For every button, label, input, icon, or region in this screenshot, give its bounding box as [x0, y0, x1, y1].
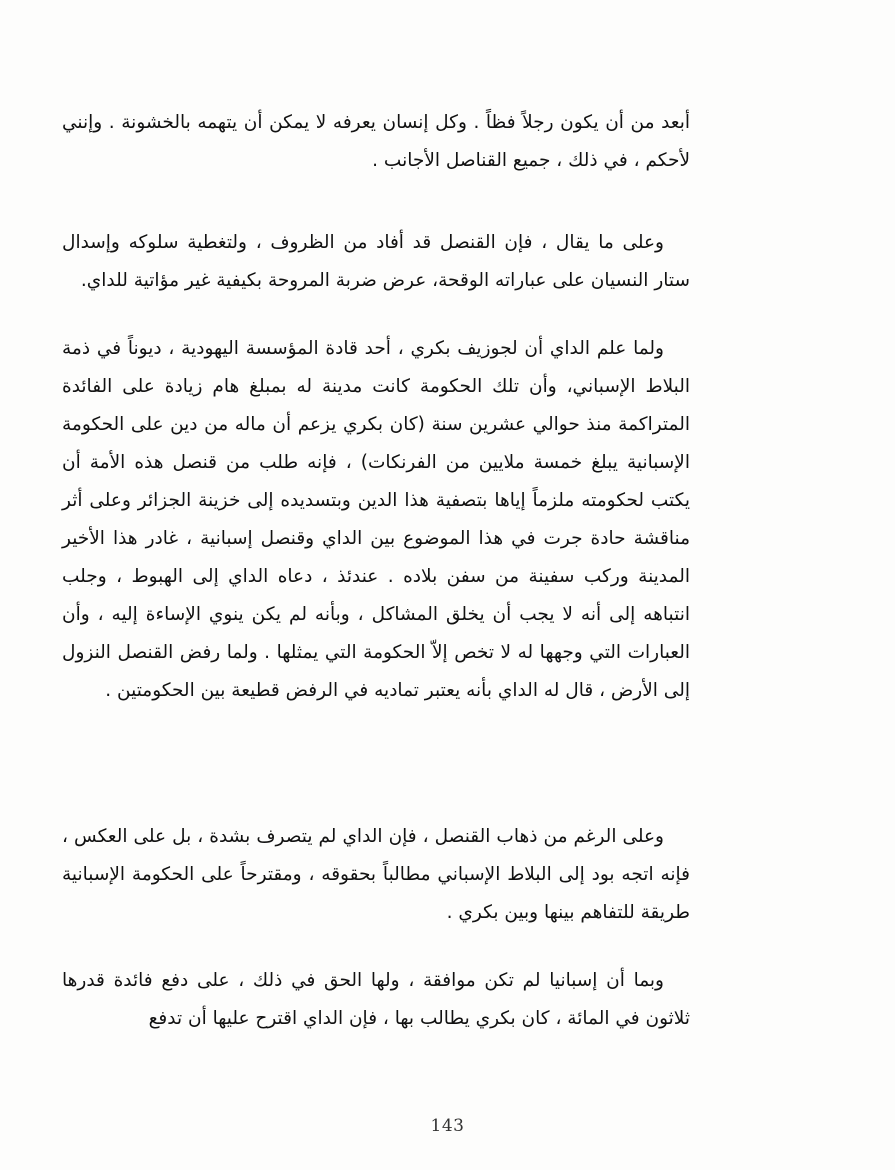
page-number: 143 [430, 1116, 465, 1136]
paragraph-2-text: وعلى ما يقال ، فإن القنصل قد أفاد من الظروف ، ولتغطية سلوكه وإسدال ستار النسيان على عباراته الوقحة، عرض ضربة المروحة بكيفية غير مؤاتية للداي. [62, 232, 690, 291]
paragraph-4-text: وعلى الرغم من ذهاب القنصل ، فإن الداي لم يتصرف بشدة ، بل على العكس ، فإنه اتجه بود إلى البلاط الإسباني مطالباً بحقوقه ، ومقترحاً على الحكومة الإسبانية طريقة للتفاهم بينها وبين بكري . [62, 826, 690, 923]
paragraph-1-text: أبعد من أن يكون رجلاً فظاً . وكل إنسان يعرفه لا يمكن أن يتهمه بالخشونة . وإنني لأحكم ، في ذلك ، جميع القناصل الأجانب . [62, 112, 690, 171]
paragraph-5 [62, 962, 690, 1038]
paragraph-5-text: وبما أن إسبانيا لم تكن موافقة ، ولها الحق في ذلك ، على دفع فائدة قدرها ثلاثون في المائة ، كان بكري يطالب بها ، فإن الداي اقترح عليها أن تدفع [62, 970, 690, 1029]
paragraph-1 [62, 104, 690, 180]
paragraph-3-text: ولما علم الداي أن لجوزيف بكري ، أحد قادة المؤسسة اليهودية ، ديوناً في ذمة البلاط الإسباني، وأن تلك الحكومة كانت مدينة له بمبلغ هام زيادة على الفائدة المتراكمة منذ حوالي عشرين سنة (كان بكري يزعم أن ماله من دين على الحكومة الإسبانية يبلغ خمسة ملايين من الفرنكات) ، فإنه طلب من قنصل هذه الأمة أن يكتب لحكومته ملزماً إياها بتصفية هذا الدين وبتسديده إلى خزينة الجزائر وعلى أثر مناقشة حادة جرت في هذا الموضوع بين الداي وقنصل إسبانية ، غادر هذا الأخير المدينة وركب سفينة من سفن بلاده . عندئذ ، دعاه الداي إلى الهبوط ، وجلب انتباهه إلى أنه لا يجب أن يخلق المشاكل ، وبأنه لم يكن ينوي الإساءة إليه ، وأن العبارات التي وجهها له لا تخص إلاّ الحكومة التي يمثلها . ولما رفض القنصل النزول إلى الأرض ، قال له الداي بأنه يعتبر تماديه في الرفض قطيعة بين الحكومتين . [62, 338, 690, 701]
paragraph-2 [62, 224, 690, 300]
paragraph-3 [62, 330, 690, 710]
paragraph-4 [62, 818, 690, 932]
